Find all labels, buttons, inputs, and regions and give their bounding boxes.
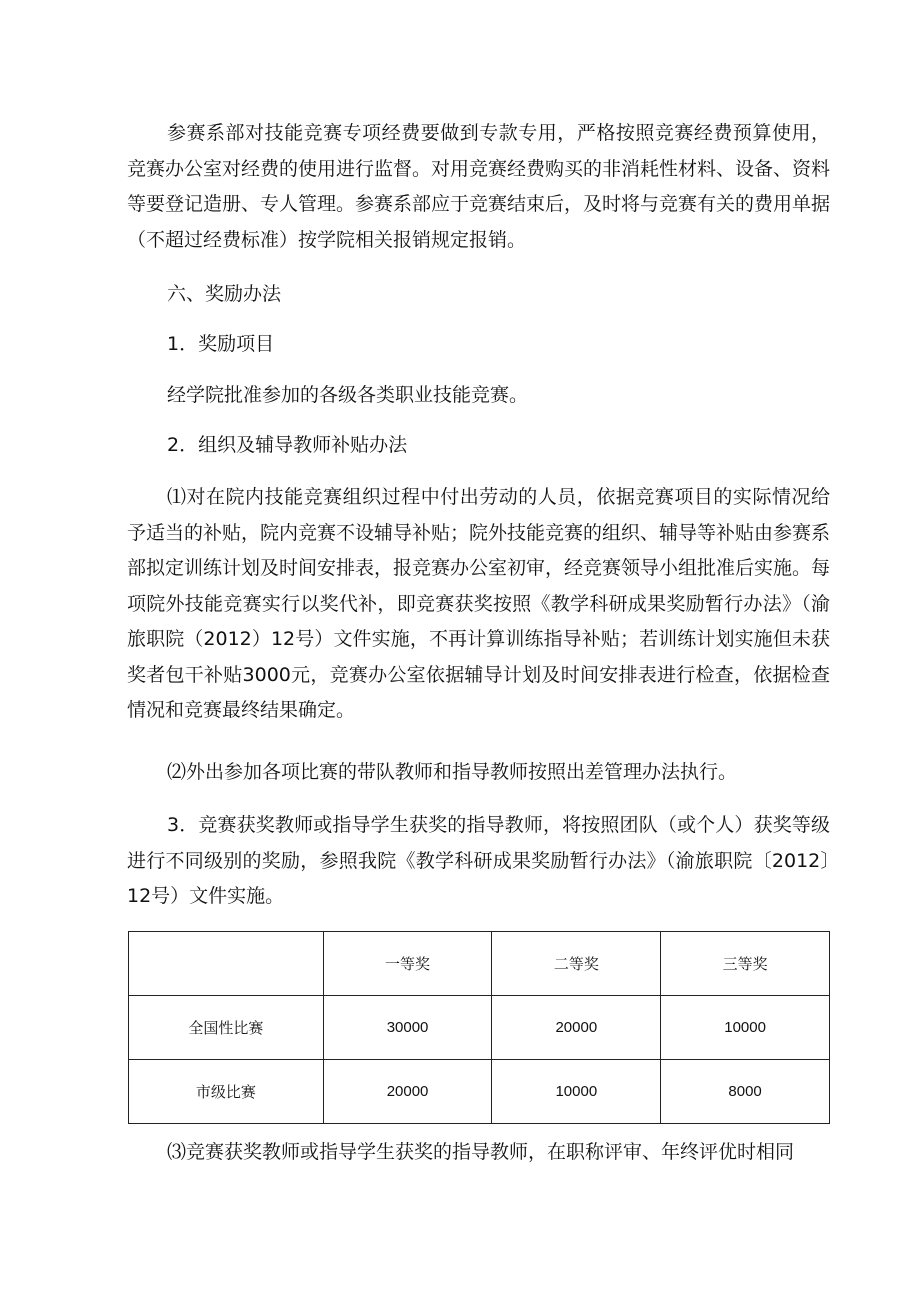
paragraph-funding-usage: 参赛系部对技能竞赛专项经费要做到专款专用，严格按照竞赛经费预算使用，竞赛办公室对经费的使用进行监督。对用竞赛经费购买的非消耗性材料、设备、资料等要登记造册、专人管理。参赛系部应于竞赛结束后，及时将与竞赛有关的费用单据（不超过经费标准）按学院相关报销规定报销。 [127,122,831,251]
table-cell: 20000 [323,1060,492,1124]
section-heading-rewards: 六、奖励办法 [167,283,282,305]
item-1-title: 1．奖励项目 [167,333,275,355]
table-cell: 20000 [492,996,661,1060]
paragraph-travel-rules: ⑵外出参加各项比赛的带队教师和指导教师按照出差管理办法执行。 [167,761,738,783]
table-header-cell: 二等奖 [492,932,661,996]
table-row [129,996,830,1060]
table-header-row [129,932,830,996]
paragraph-subsidy-rules: ⑴对在院内技能竞赛组织过程中付出劳动的人员，依据竞赛项目的实际情况给予适当的补贴，院内竞赛不设辅导补贴；院外技能竞赛的组织、辅导等补贴由参赛系部拟定训练计划及时间安排表，报竞赛办公室初审，经竞赛领导小组批准后实施。每项院外技能竞赛实行以奖代补，即竞赛获奖按照《教学科研成果奖励暂行办法》（渝旅职院（2012）12号）文件实施，不再计算训练指导补贴；若训练计划实施但未获奖者包干补贴3000元，竞赛办公室依据辅导计划及时间安排表进行检查，依据检查情况和竞赛最终结果确定。 [127,486,831,721]
table-header-cell [129,932,324,996]
table-row [129,1060,830,1124]
table-header-cell: 三等奖 [661,932,830,996]
item-1-body: 经学院批准参加的各级各类职业技能竞赛。 [167,384,529,406]
table-cell: 30000 [323,996,492,1060]
table-cell: 8000 [661,1060,830,1124]
paragraph-title-evaluation: ⑶竞赛获奖教师或指导学生获奖的指导教师，在职称评审、年终评优时相同 [167,1141,795,1163]
table-row-label: 市级比赛 [129,1060,324,1124]
table-header-cell: 一等奖 [323,932,492,996]
table-row-label: 全国性比赛 [129,996,324,1060]
award-table [128,931,830,1124]
table-cell: 10000 [492,1060,661,1124]
item-2-title: 2．组织及辅导教师补贴办法 [167,434,408,456]
table-cell: 10000 [661,996,830,1060]
paragraph-award-levels: 3．竞赛获奖教师或指导学生获奖的指导教师，将按照团队（或个人）获奖等级进行不同级别的奖励，参照我院《教学科研成果奖励暂行办法》（渝旅职院〔2012〕12号）文件实施。 [127,814,830,907]
